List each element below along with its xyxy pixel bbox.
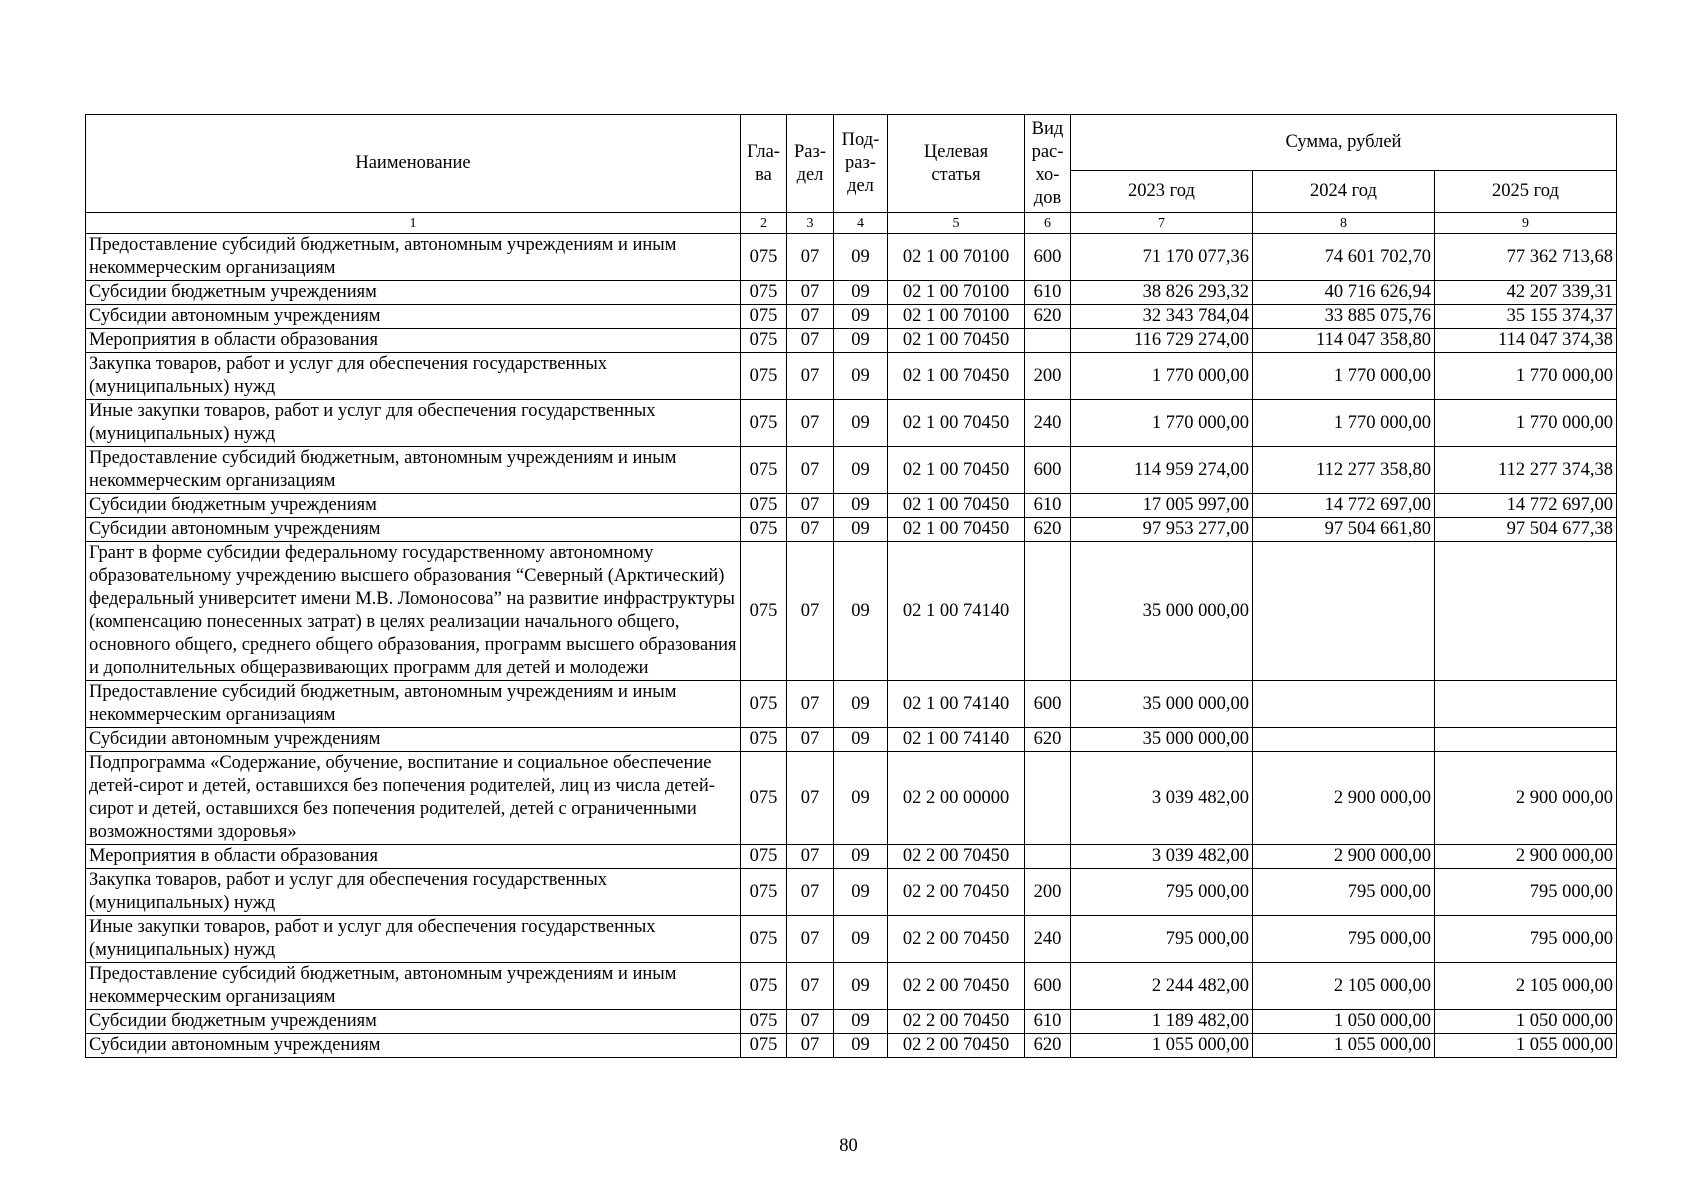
header-target: Целевая статья (888, 115, 1025, 213)
row-target-article: 02 1 00 74140 (888, 542, 1025, 681)
row-podrazdel: 09 (834, 681, 888, 728)
table-body (86, 234, 1617, 1058)
row-razdel: 07 (787, 400, 834, 447)
row-expense-type: 600 (1025, 234, 1071, 281)
row-sum-2023: 97 953 277,00 (1071, 518, 1253, 542)
row-podrazdel: 09 (834, 752, 888, 845)
row-sum-2023: 1 055 000,00 (1071, 1034, 1253, 1058)
row-glava: 075 (741, 963, 787, 1010)
row-name: Предоставление субсидий бюджетным, автономным учреждениям и иным некоммерческим организациям (86, 963, 741, 1010)
row-sum-2023: 116 729 274,00 (1071, 329, 1253, 353)
row-sum-2024: 97 504 661,80 (1253, 518, 1435, 542)
row-name: Мероприятия в области образования (86, 845, 741, 869)
row-target-article: 02 2 00 00000 (888, 752, 1025, 845)
row-sum-2025: 2 900 000,00 (1435, 845, 1617, 869)
row-sum-2024: 1 050 000,00 (1253, 1010, 1435, 1034)
row-name: Субсидии бюджетным учреждениям (86, 1010, 741, 1034)
row-razdel: 07 (787, 681, 834, 728)
row-glava: 075 (741, 916, 787, 963)
row-glava: 075 (741, 1034, 787, 1058)
row-sum-2025: 1 050 000,00 (1435, 1010, 1617, 1034)
row-glava: 075 (741, 518, 787, 542)
row-podrazdel: 09 (834, 329, 888, 353)
row-target-article: 02 2 00 70450 (888, 869, 1025, 916)
column-number: 6 (1025, 213, 1071, 234)
row-target-article: 02 1 00 74140 (888, 681, 1025, 728)
row-sum-2024: 1 770 000,00 (1253, 400, 1435, 447)
row-podrazdel: 09 (834, 447, 888, 494)
row-sum-2025: 42 207 339,31 (1435, 281, 1617, 305)
row-sum-2024: 1 770 000,00 (1253, 353, 1435, 400)
row-expense-type (1025, 329, 1071, 353)
table-row (86, 752, 1617, 845)
row-sum-2023: 2 244 482,00 (1071, 963, 1253, 1010)
column-number: 2 (741, 213, 787, 234)
row-razdel: 07 (787, 963, 834, 1010)
row-podrazdel: 09 (834, 400, 888, 447)
row-expense-type: 600 (1025, 447, 1071, 494)
row-sum-2025: 114 047 374,38 (1435, 329, 1617, 353)
row-sum-2023: 35 000 000,00 (1071, 542, 1253, 681)
row-razdel: 07 (787, 353, 834, 400)
row-glava: 075 (741, 353, 787, 400)
table-row (86, 281, 1617, 305)
row-sum-2024: 74 601 702,70 (1253, 234, 1435, 281)
row-glava: 075 (741, 752, 787, 845)
row-expense-type: 240 (1025, 916, 1071, 963)
budget-table (85, 114, 1617, 1058)
header-podrazdel: Под- раз- дел (834, 115, 888, 213)
row-glava: 075 (741, 542, 787, 681)
table-row (86, 329, 1617, 353)
row-expense-type: 620 (1025, 728, 1071, 752)
row-podrazdel: 09 (834, 305, 888, 329)
row-glava: 075 (741, 447, 787, 494)
table-row (86, 400, 1617, 447)
row-sum-2025: 1 770 000,00 (1435, 353, 1617, 400)
header-vid: Вид рас- хо- дов (1025, 115, 1071, 213)
row-name: Субсидии автономным учреждениям (86, 728, 741, 752)
row-name: Иные закупки товаров, работ и услуг для обеспечения государственных (муниципальных) нужд (86, 916, 741, 963)
row-sum-2025: 1 055 000,00 (1435, 1034, 1617, 1058)
column-numbers-row (86, 213, 1617, 234)
table-row (86, 305, 1617, 329)
row-razdel: 07 (787, 1010, 834, 1034)
row-name: Подпрограмма «Содержание, обучение, воспитание и социальное обеспечение детей-сирот и детей, оставшихся без попечения родителей, лиц из числа детей-сирот и детей, оставшихся без попечения родителей, детей с ограниченными возможностями здоровья» (86, 752, 741, 845)
row-sum-2025: 97 504 677,38 (1435, 518, 1617, 542)
row-sum-2023: 35 000 000,00 (1071, 728, 1253, 752)
row-expense-type (1025, 542, 1071, 681)
row-sum-2025: 2 105 000,00 (1435, 963, 1617, 1010)
row-target-article: 02 1 00 70450 (888, 494, 1025, 518)
row-podrazdel: 09 (834, 542, 888, 681)
row-target-article: 02 1 00 70100 (888, 281, 1025, 305)
row-expense-type: 620 (1025, 1034, 1071, 1058)
table-row (86, 234, 1617, 281)
table-row (86, 963, 1617, 1010)
row-sum-2023: 1 770 000,00 (1071, 353, 1253, 400)
row-glava: 075 (741, 494, 787, 518)
column-number: 5 (888, 213, 1025, 234)
row-name: Субсидии бюджетным учреждениям (86, 281, 741, 305)
row-razdel: 07 (787, 494, 834, 518)
row-sum-2024: 795 000,00 (1253, 869, 1435, 916)
row-glava: 075 (741, 400, 787, 447)
row-expense-type: 610 (1025, 281, 1071, 305)
row-sum-2023: 38 826 293,32 (1071, 281, 1253, 305)
table-row (86, 728, 1617, 752)
row-target-article: 02 1 00 70450 (888, 329, 1025, 353)
table-row (86, 916, 1617, 963)
row-podrazdel: 09 (834, 916, 888, 963)
header-razdel: Раз- дел (787, 115, 834, 213)
row-sum-2024: 40 716 626,94 (1253, 281, 1435, 305)
row-sum-2024: 33 885 075,76 (1253, 305, 1435, 329)
row-sum-2023: 1 189 482,00 (1071, 1010, 1253, 1034)
row-sum-2023: 17 005 997,00 (1071, 494, 1253, 518)
row-name: Субсидии автономным учреждениям (86, 305, 741, 329)
row-razdel: 07 (787, 752, 834, 845)
row-sum-2023: 795 000,00 (1071, 869, 1253, 916)
row-sum-2025: 14 772 697,00 (1435, 494, 1617, 518)
column-number: 8 (1253, 213, 1435, 234)
row-name: Субсидии бюджетным учреждениям (86, 494, 741, 518)
row-podrazdel: 09 (834, 353, 888, 400)
row-sum-2025: 112 277 374,38 (1435, 447, 1617, 494)
row-target-article: 02 1 00 70450 (888, 447, 1025, 494)
row-target-article: 02 1 00 70100 (888, 234, 1025, 281)
row-expense-type: 200 (1025, 869, 1071, 916)
row-sum-2025: 795 000,00 (1435, 916, 1617, 963)
row-sum-2024 (1253, 542, 1435, 681)
header-sum: Сумма, рублей (1071, 115, 1617, 171)
row-glava: 075 (741, 234, 787, 281)
row-name: Иные закупки товаров, работ и услуг для обеспечения государственных (муниципальных) нужд (86, 400, 741, 447)
row-glava: 075 (741, 681, 787, 728)
row-glava: 075 (741, 728, 787, 752)
row-expense-type: 620 (1025, 518, 1071, 542)
row-glava: 075 (741, 281, 787, 305)
row-expense-type (1025, 845, 1071, 869)
row-target-article: 02 1 00 70450 (888, 518, 1025, 542)
table-row (86, 845, 1617, 869)
row-expense-type: 610 (1025, 1010, 1071, 1034)
row-name: Предоставление субсидий бюджетным, автономным учреждениям и иным некоммерческим организациям (86, 447, 741, 494)
page-number: 80 (839, 1136, 858, 1156)
row-target-article: 02 2 00 70450 (888, 963, 1025, 1010)
table-row (86, 353, 1617, 400)
table-row (86, 494, 1617, 518)
row-podrazdel: 09 (834, 494, 888, 518)
table-row (86, 681, 1617, 728)
row-expense-type (1025, 752, 1071, 845)
row-sum-2023: 71 170 077,36 (1071, 234, 1253, 281)
row-name: Предоставление субсидий бюджетным, автономным учреждениям и иным некоммерческим организациям (86, 234, 741, 281)
row-expense-type: 610 (1025, 494, 1071, 518)
row-target-article: 02 1 00 70450 (888, 353, 1025, 400)
row-razdel: 07 (787, 542, 834, 681)
row-razdel: 07 (787, 845, 834, 869)
row-sum-2025 (1435, 681, 1617, 728)
row-razdel: 07 (787, 234, 834, 281)
row-podrazdel: 09 (834, 728, 888, 752)
row-razdel: 07 (787, 447, 834, 494)
header-2024: 2024 год (1253, 171, 1435, 213)
row-razdel: 07 (787, 1034, 834, 1058)
row-sum-2025 (1435, 728, 1617, 752)
row-podrazdel: 09 (834, 518, 888, 542)
row-razdel: 07 (787, 916, 834, 963)
row-sum-2025: 1 770 000,00 (1435, 400, 1617, 447)
row-sum-2024: 795 000,00 (1253, 916, 1435, 963)
table-row (86, 542, 1617, 681)
table-row (86, 869, 1617, 916)
row-sum-2023: 35 000 000,00 (1071, 681, 1253, 728)
row-name: Субсидии автономным учреждениям (86, 518, 741, 542)
row-glava: 075 (741, 869, 787, 916)
row-glava: 075 (741, 845, 787, 869)
row-name: Предоставление субсидий бюджетным, автономным учреждениям и иным некоммерческим организациям (86, 681, 741, 728)
header-2023: 2023 год (1071, 171, 1253, 213)
column-number: 1 (86, 213, 741, 234)
row-name: Субсидии автономным учреждениям (86, 1034, 741, 1058)
row-target-article: 02 1 00 74140 (888, 728, 1025, 752)
row-podrazdel: 09 (834, 281, 888, 305)
row-target-article: 02 2 00 70450 (888, 845, 1025, 869)
row-sum-2024: 112 277 358,80 (1253, 447, 1435, 494)
row-razdel: 07 (787, 329, 834, 353)
row-target-article: 02 1 00 70450 (888, 400, 1025, 447)
row-sum-2025 (1435, 542, 1617, 681)
row-sum-2024 (1253, 681, 1435, 728)
row-sum-2023: 3 039 482,00 (1071, 845, 1253, 869)
row-sum-2024: 14 772 697,00 (1253, 494, 1435, 518)
row-sum-2023: 3 039 482,00 (1071, 752, 1253, 845)
header-glava: Гла- ва (741, 115, 787, 213)
row-podrazdel: 09 (834, 1010, 888, 1034)
row-name: Закупка товаров, работ и услуг для обеспечения государственных (муниципальных) нужд (86, 869, 741, 916)
row-target-article: 02 1 00 70100 (888, 305, 1025, 329)
row-sum-2024 (1253, 728, 1435, 752)
row-sum-2023: 1 770 000,00 (1071, 400, 1253, 447)
row-sum-2024: 2 900 000,00 (1253, 752, 1435, 845)
row-razdel: 07 (787, 869, 834, 916)
row-sum-2025: 35 155 374,37 (1435, 305, 1617, 329)
row-podrazdel: 09 (834, 963, 888, 1010)
row-expense-type: 620 (1025, 305, 1071, 329)
row-sum-2023: 795 000,00 (1071, 916, 1253, 963)
table-row (86, 1034, 1617, 1058)
row-sum-2024: 2 900 000,00 (1253, 845, 1435, 869)
row-expense-type: 600 (1025, 963, 1071, 1010)
row-sum-2023: 114 959 274,00 (1071, 447, 1253, 494)
row-sum-2023: 32 343 784,04 (1071, 305, 1253, 329)
row-sum-2024: 1 055 000,00 (1253, 1034, 1435, 1058)
column-number: 3 (787, 213, 834, 234)
row-razdel: 07 (787, 281, 834, 305)
row-expense-type: 600 (1025, 681, 1071, 728)
row-target-article: 02 2 00 70450 (888, 1034, 1025, 1058)
table-header (86, 115, 1617, 234)
row-podrazdel: 09 (834, 1034, 888, 1058)
row-glava: 075 (741, 1010, 787, 1034)
row-razdel: 07 (787, 728, 834, 752)
row-sum-2025: 795 000,00 (1435, 869, 1617, 916)
row-name: Грант в форме субсидии федеральному государственному автономному образовательному учреждению высшего образования “Северный (Арктический) федеральный университет имени М.В. Ломоносова” на развитие инфраструктуры (компенсацию понесенных затрат) в целях реализации начального общего, основного общего, среднего общего образования, программ высшего образования и дополнительных общеразвивающих программ для детей и молодежи (86, 542, 741, 681)
table-row (86, 1010, 1617, 1034)
row-target-article: 02 2 00 70450 (888, 916, 1025, 963)
header-2025: 2025 год (1435, 171, 1617, 213)
row-expense-type: 200 (1025, 353, 1071, 400)
row-glava: 075 (741, 329, 787, 353)
row-name: Мероприятия в области образования (86, 329, 741, 353)
row-podrazdel: 09 (834, 234, 888, 281)
row-name: Закупка товаров, работ и услуг для обеспечения государственных (муниципальных) нужд (86, 353, 741, 400)
column-number: 9 (1435, 213, 1617, 234)
row-sum-2024: 2 105 000,00 (1253, 963, 1435, 1010)
row-podrazdel: 09 (834, 869, 888, 916)
row-razdel: 07 (787, 518, 834, 542)
column-number: 7 (1071, 213, 1253, 234)
header-name: Наименование (86, 115, 741, 213)
table-row (86, 518, 1617, 542)
row-razdel: 07 (787, 305, 834, 329)
row-expense-type: 240 (1025, 400, 1071, 447)
table-row (86, 447, 1617, 494)
row-sum-2025: 2 900 000,00 (1435, 752, 1617, 845)
row-sum-2025: 77 362 713,68 (1435, 234, 1617, 281)
row-glava: 075 (741, 305, 787, 329)
column-number: 4 (834, 213, 888, 234)
row-sum-2024: 114 047 358,80 (1253, 329, 1435, 353)
row-target-article: 02 2 00 70450 (888, 1010, 1025, 1034)
row-podrazdel: 09 (834, 845, 888, 869)
